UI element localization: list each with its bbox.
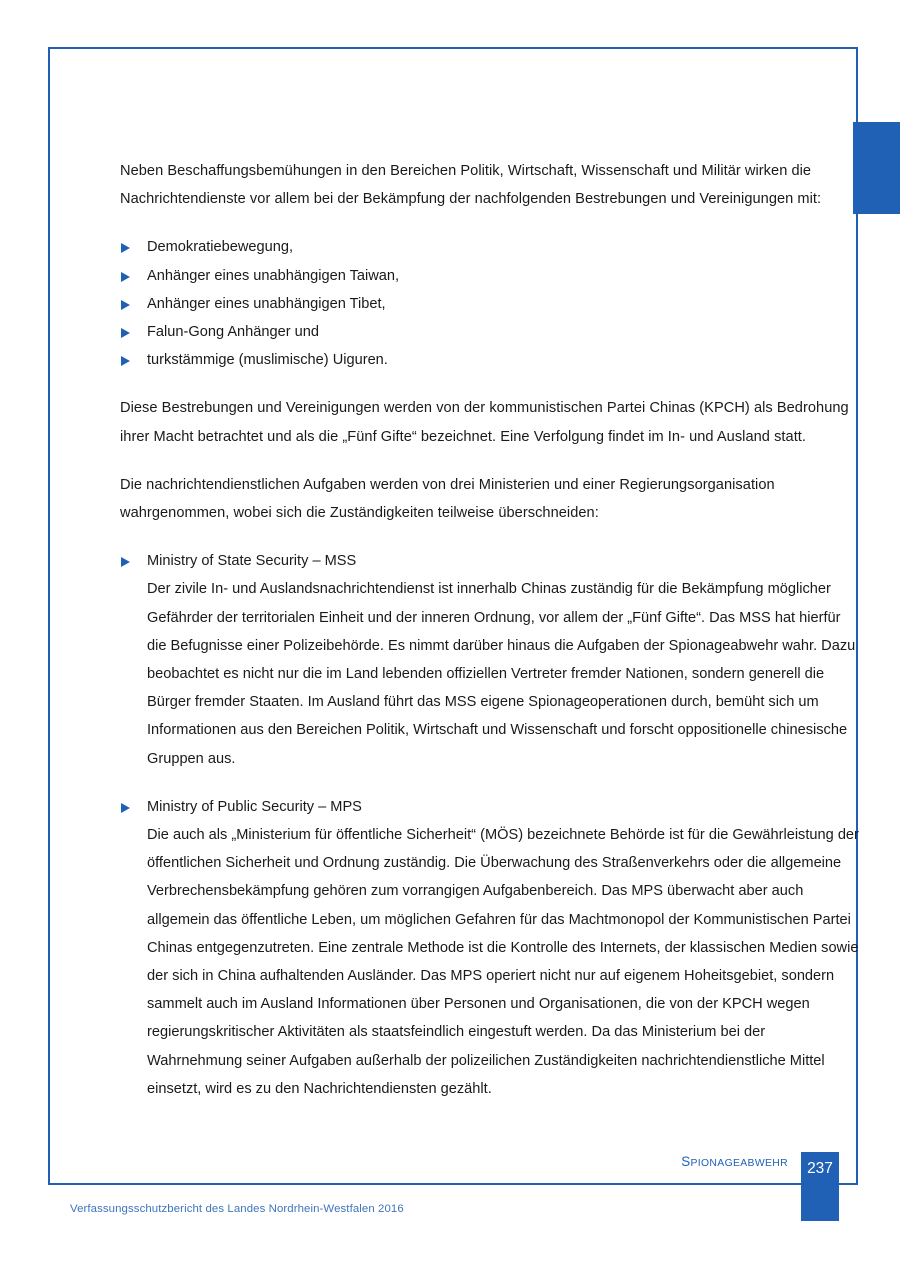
running-head-rest: PIONAGEABWEHR	[690, 1158, 788, 1169]
triangle-bullet-icon	[121, 328, 130, 338]
list-item-label: Falun-Gong Anhänger und	[147, 324, 320, 341]
ministries-intro-paragraph: Die nachrichtendienstlichen Aufgaben werden von drei Ministerien und einer Regierungsorganisation wahrgenommen, wobei sich die Zuständigkeiten teilweise überschneiden:	[120, 476, 775, 522]
section-marker-tab	[853, 122, 900, 214]
triangle-bullet-icon	[121, 243, 130, 253]
list-item	[120, 346, 860, 374]
running-head	[681, 1154, 788, 1169]
ministry-block-mss	[120, 547, 860, 773]
page-number: 237	[807, 1160, 833, 1177]
list-item-label: turkstämmige (muslimische) Uiguren.	[147, 352, 388, 369]
intro-paragraph: Neben Beschaffungsbemühungen in den Bereichen Politik, Wirtschaft, Wissenschaft und Militär wirken die Nachrichtendienste vor allem bei der Bekämpfung der nachfolgenden Bestrebungen und Vereinigungen mit:	[120, 163, 822, 208]
ministry-body: Der zivile In- und Auslandsnachrichtendienst ist innerhalb Chinas zuständig für die Bekämpfung möglicher Gefährder der territorialen Einheit und der inneren Ordnung, vor allem der „Fünf Gifte“. Das MSS hat hierfür die Befugnisse einer Polizeibehörde. Es nimmt darüber hinaus die Aufgaben der Spionageabwehr wahr. Dazu beobachtet es nicht nur die im Land lebenden offiziellen Vertreter fremder Nationen, sondern generell die Bürger fremder Staaten. Im Ausland führt das MSS eigene Spionageoperationen durch, bemüht sich um Informationen aus den Bereichen Politik, Wirtschaft und Wissenschaft und forscht oppositionelle chinesische Gruppen aus.	[147, 581, 856, 767]
ministry-block-mps	[120, 793, 860, 1103]
triangle-bullet-icon	[121, 300, 130, 310]
ministry-heading: Ministry of State Security – MSS	[147, 553, 357, 570]
list-item-label: Demokratiebewegung,	[147, 239, 294, 256]
document-footer-title: Verfassungsschutzbericht des Landes Nordrhein-Westfalen 2016	[70, 1203, 404, 1215]
five-poisons-paragraph: Diese Bestrebungen und Vereinigungen werden von der kommunistischen Partei Chinas (KPCH) als Bedrohung ihrer Macht betrachtet und als die „Fünf Gifte“ bezeichnet. Eine Verfolgung findet im In- und Ausland statt.	[120, 400, 849, 445]
page-number-box	[801, 1152, 839, 1221]
triangle-bullet-icon	[121, 356, 130, 366]
running-head-initial: S	[681, 1154, 691, 1169]
list-item	[120, 318, 860, 346]
list-item-label: Anhänger eines unabhängigen Tibet,	[147, 295, 386, 312]
page-frame	[48, 47, 858, 1185]
target-group-list	[120, 233, 860, 374]
triangle-bullet-icon	[121, 803, 130, 813]
ministry-body: Die auch als „Ministerium für öffentliche Sicherheit“ (MÖS) bezeichnete Behörde ist für die Gewährleistung der öffentlichen Sicherheit und Ordnung zuständig. Die Überwachung des Straßenverkehrs oder die allgemeine Verbrechensbekämpfung gehören zum vorrangigen Aufgabenbereich. Das MPS überwacht aber auch allgemein das öffentliche Leben, um möglichen Gefahren für das Machtmonopol der Kommunistischen Partei Chinas entgegenzutreten. Eine zentrale Methode ist die Kontrolle des Internets, der klassischen Medien sowie der sich in China aufhaltenden Ausländer. Das MPS operiert nicht nur auf eigenem Hoheitsgebiet, sondern sammelt auch im Ausland Informationen über Personen und Organisationen, die von der KPCH wegen regierungskritischer Aktivitäten als staatsfeindlich eingestuft werden. Da das Ministerium bei der Wahrnehmung seiner Aufgaben außerhalb der polizeilichen Zuständigkeiten nachrichtendienstliche Mittel einsetzt, wird es zu den Nachrichtendiensten gezählt.	[147, 827, 859, 1097]
list-item-label: Anhänger eines unabhängigen Taiwan,	[147, 267, 400, 284]
list-item	[120, 290, 860, 318]
list-item	[120, 233, 860, 261]
list-item	[120, 262, 860, 290]
page-content	[120, 157, 860, 1123]
triangle-bullet-icon	[121, 557, 130, 567]
ministry-heading: Ministry of Public Security – MPS	[147, 798, 362, 815]
triangle-bullet-icon	[121, 272, 130, 282]
